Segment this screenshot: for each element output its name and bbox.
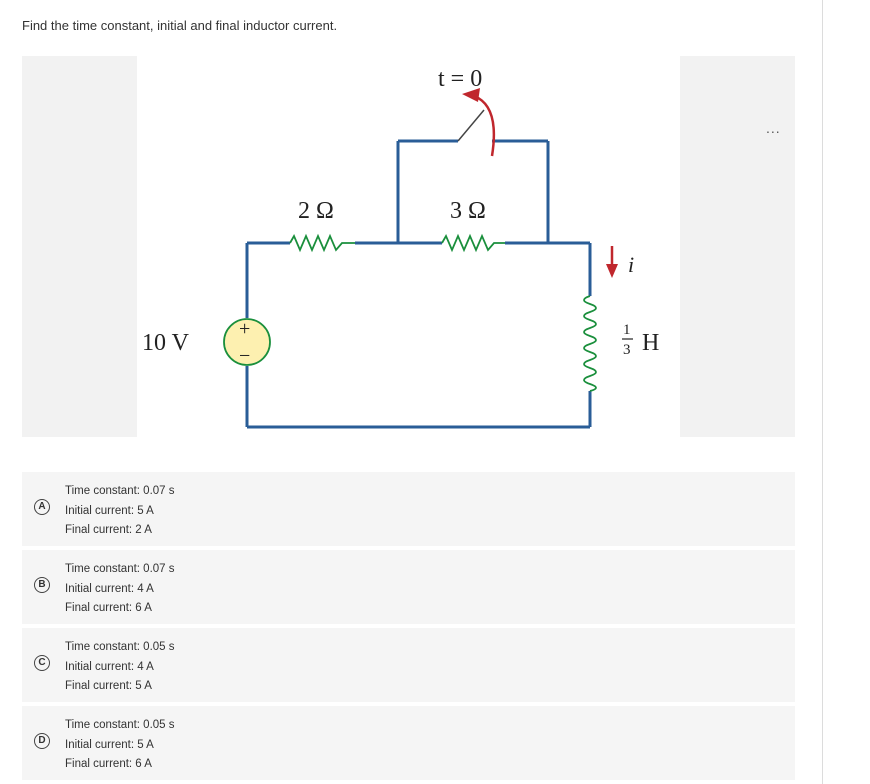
right-divider: [822, 0, 823, 784]
switch-blade: [458, 110, 484, 141]
inductor-unit: H: [642, 330, 660, 356]
option-c[interactable]: [22, 628, 795, 702]
inductor-num: 1: [623, 322, 631, 338]
option-a[interactable]: [22, 472, 795, 546]
option-c-final-current: Final current: 5 A: [65, 680, 152, 692]
source-plus: +: [239, 318, 251, 340]
option-c-badge: C: [34, 655, 50, 671]
current-arrow-head: [606, 264, 618, 278]
option-d[interactable]: [22, 706, 795, 780]
option-a-text: [65, 482, 175, 541]
option-d-text: [65, 716, 175, 775]
resistor-3ohm: [442, 236, 505, 250]
switch-arrow: [474, 96, 494, 156]
option-b-badge: B: [34, 577, 50, 593]
option-c-text: [65, 638, 175, 697]
inductor-den: 3: [623, 342, 631, 358]
option-a-badge: A: [34, 499, 50, 515]
option-b-final-current: Final current: 6 A: [65, 602, 152, 614]
option-a-time-constant: Time constant: 0.07 s: [65, 485, 175, 497]
option-a-initial-current: Initial current: 5 A: [65, 504, 154, 517]
more-options-icon[interactable]: ...: [766, 120, 781, 136]
r1-label: 2 Ω: [298, 198, 334, 224]
option-c-initial-current: Initial current: 4 A: [65, 660, 154, 673]
option-d-time-constant: Time constant: 0.05 s: [65, 719, 175, 731]
circuit-wires: [246, 141, 590, 427]
source-label: 10 V: [142, 330, 189, 356]
current-label: i: [628, 252, 635, 277]
source-minus: −: [239, 345, 251, 367]
circuit-figure: [22, 56, 795, 437]
r2-label: 3 Ω: [450, 198, 486, 224]
option-b-time-constant: Time constant: 0.07 s: [65, 563, 175, 575]
circuit-diagram: [22, 56, 795, 437]
switch-label: t = 0: [438, 66, 483, 92]
option-b[interactable]: [22, 550, 795, 624]
option-b-text: [65, 560, 175, 619]
resistor-2ohm: [290, 236, 355, 250]
option-d-badge: D: [34, 733, 50, 749]
option-c-time-constant: Time constant: 0.05 s: [65, 641, 175, 653]
question-text: Find the time constant, initial and final inductor current.: [22, 18, 338, 33]
option-b-initial-current: Initial current: 4 A: [65, 582, 154, 595]
option-a-final-current: Final current: 2 A: [65, 524, 152, 536]
inductor-coil: [584, 296, 596, 391]
option-d-initial-current: Initial current: 5 A: [65, 738, 154, 751]
option-d-final-current: Final current: 6 A: [65, 758, 152, 770]
